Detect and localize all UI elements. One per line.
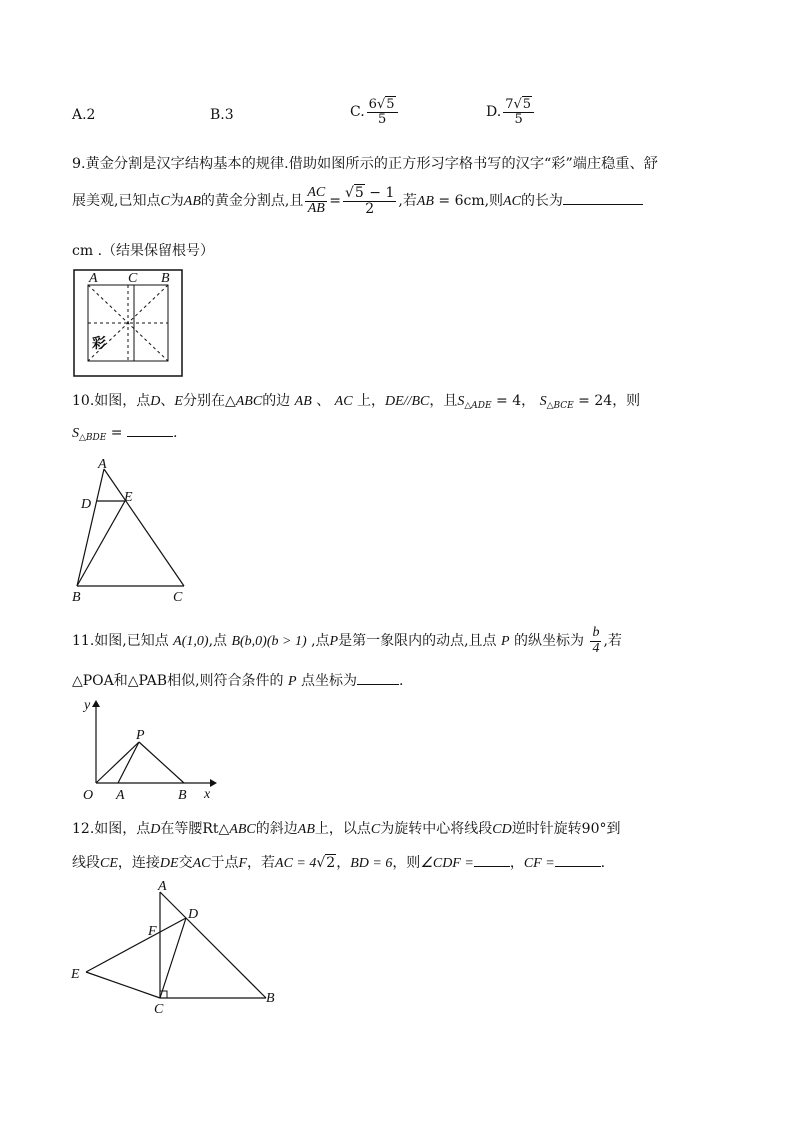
fig-label-c: C xyxy=(154,1002,164,1017)
answer-blank-cf[interactable] xyxy=(555,866,601,867)
q8-option-a: A.2 xyxy=(72,107,96,123)
answer-blank-angle[interactable] xyxy=(474,866,510,867)
fig-label-b: B xyxy=(161,271,170,286)
fig-label-p: P xyxy=(136,728,145,743)
answer-blank[interactable] xyxy=(357,684,399,685)
q9-figure xyxy=(72,268,184,378)
fig-label-o: O xyxy=(83,788,94,803)
fig-label-e: E xyxy=(124,490,133,505)
q10-line1: 10.如图，点D、E分别在△ABC的边 AB 、 AC 上，DE//BC，且$S_{\triangle ADE} = 4$， $S_{\triangle BCE} = 24$，则 xyxy=(72,393,641,411)
character-cai: 彩 xyxy=(92,336,106,352)
q9-line1: 9.黄金分割是汉字结构基本的规律.借助如图所示的正方形习字格书写的汉字“彩”端庄稳重、舒 xyxy=(72,156,658,172)
answer-blank[interactable] xyxy=(127,436,173,437)
q9-line2: 展美观,已知点C为AB的黄金分割点,且 $\frac{AC}{AB}$ = $\frac{√5 - 1}{2}$ ,若AB = 6cm,则AC的长为 xyxy=(72,186,643,216)
answer-blank[interactable] xyxy=(563,204,643,205)
fig-label-x: x xyxy=(204,787,211,802)
q11-line2: △POA和△PAB相似,则符合条件的 P 点坐标为 . xyxy=(72,673,404,689)
fig-label-e: E xyxy=(71,967,80,982)
fig-label-a: A xyxy=(89,271,98,286)
fig-label-c: C xyxy=(173,590,183,605)
q12-line1: 12.如图，点D在等腰Rt△ABC的斜边AB上，以点C为旋转中心将线段CD逆时针旋转90°到 xyxy=(72,821,621,837)
fig-label-d: D xyxy=(81,497,92,512)
fig-label-d: D xyxy=(188,907,199,922)
q12-line2: 线段CE，连接DE交AC于点F，若AC = 4√2，BD = 6，则∠CDF = ，CF = . xyxy=(72,855,606,871)
q10-figure xyxy=(72,455,197,605)
fig-label-a: A xyxy=(116,788,125,803)
fig-label-a: A xyxy=(98,457,107,472)
q12-figure xyxy=(68,878,283,1018)
fig-label-f: F xyxy=(148,924,157,939)
q8-option-b: B.3 xyxy=(210,107,234,123)
fig-label-b: B xyxy=(266,991,275,1006)
fig-label-c: C xyxy=(128,271,138,286)
q8-option-c: C. $\frac{6√5}{5}$ xyxy=(350,98,400,126)
q11-line1: 11.如图,已知点 A(1,0),点 B(b,0)(b > 1) ,点P是第一象限内的动点,且点 P 的纵坐标为 $\frac{b}{4}$ ,若 xyxy=(72,625,622,656)
fig-label-b: B xyxy=(178,788,187,803)
q11-figure xyxy=(72,695,222,807)
q10-line2: $S_{\triangle BDE}$ = . xyxy=(72,425,178,443)
fig-label-y: y xyxy=(84,698,91,713)
q9-line3: cm .（结果保留根号） xyxy=(72,243,215,259)
fig-label-a: A xyxy=(158,879,167,894)
fig-label-b: B xyxy=(72,590,81,605)
q8-option-d: D. $\frac{7√5}{5}$ xyxy=(486,98,536,126)
